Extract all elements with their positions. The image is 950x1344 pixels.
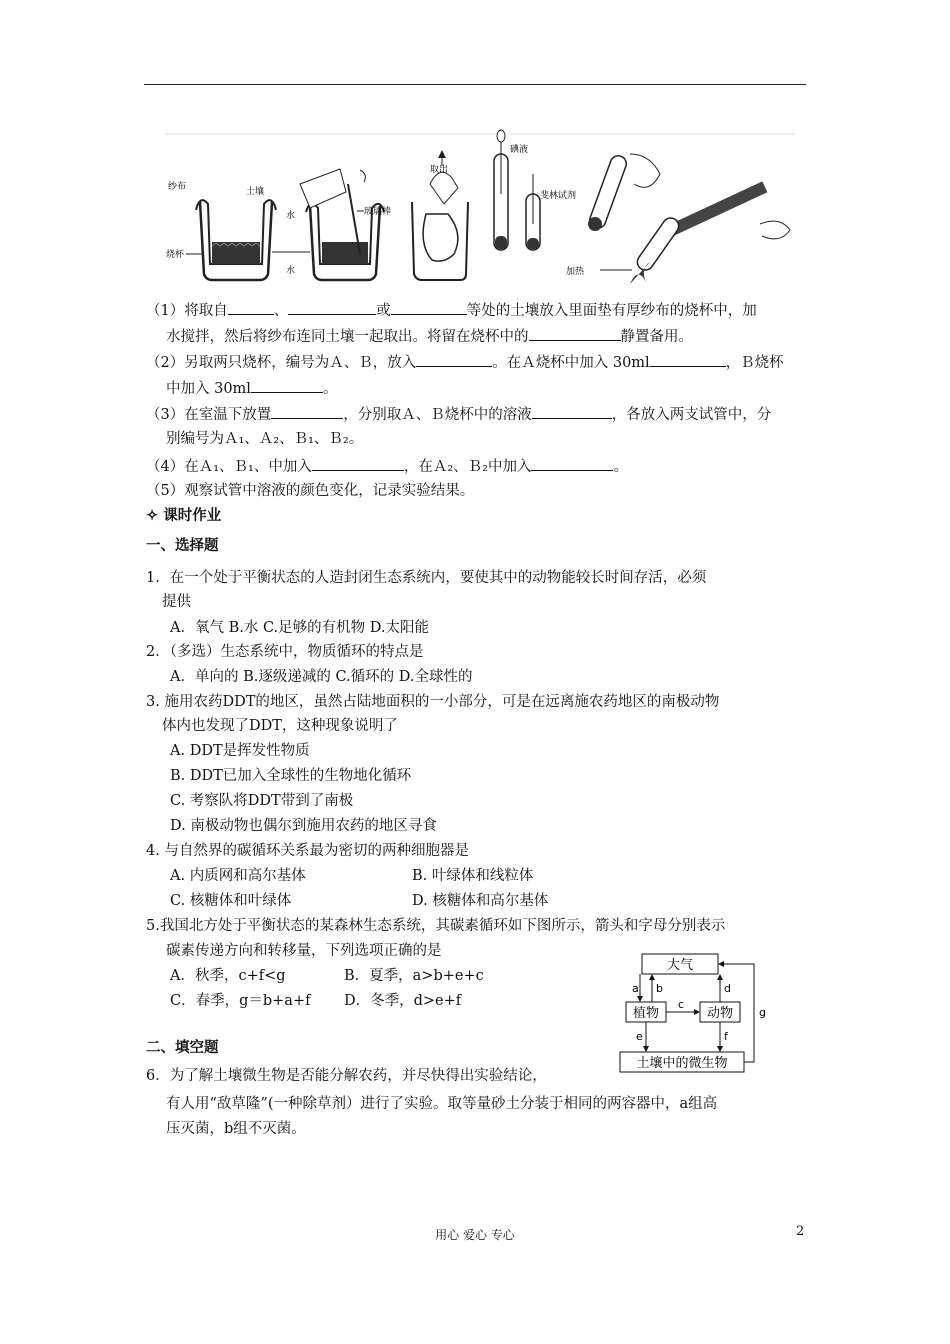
q3-stem-2: 体内也发现了DDT，这种现象说明了 [162,718,398,734]
step-2-line-1: （2）另取两只烧杯，编号为Ａ、Ｂ，放入 。在Ａ烧杯中加入 30ml ，Ｂ烧杯 [146,351,784,373]
q4-option-b: B. 叶绿体和线粒体 [412,868,534,884]
step-3-line-1: （3）在室温下放置 ，分别取Ａ、Ｂ烧杯中的溶液 ，各放入两支试管中，分 [146,403,771,425]
soil-label: 土壤 [246,187,265,197]
iodine-label: 碘液 [510,145,529,155]
label-d: d [724,982,731,995]
q2-options: A．单向的 B.逐级递减的 C.循环的 D.全球性的 [170,669,473,685]
page-number: 2 [796,1224,805,1239]
q4-option-d: D. 核糖体和高尔基体 [412,893,549,909]
label-c: c [678,998,685,1011]
heat-label: 加热 [566,267,585,277]
q2-stem: 2．（多选）生态系统中，物质循环的特点是 [146,644,424,660]
blank-7 [251,377,323,393]
water-bottom-label: 水 [286,266,296,276]
q3-option-d: D. 南极动物也偶尔到施用农药的地区寻食 [170,818,437,834]
q1-stem-2: 提供 [162,594,191,610]
label-e: e [636,1030,643,1043]
fehling-label: 斐林试剂 [540,191,577,201]
q5-stem-2: 碳素传递方向和转移量，下列选项正确的是 [166,943,442,959]
step-4-line: （4）在Ａ₁、Ｂ₁、中加入 ，在Ａ₂、Ｂ₂中加入 。 [146,455,628,477]
blank-5 [416,351,492,367]
plant-label: 植物 [632,1006,660,1021]
q6-line-2: 有人用“敌草隆”(一种除草剂）进行了实验。取等量砂土分装于相同的两容器中，a组高 [166,1096,718,1112]
blank-2 [288,299,376,315]
blank-4 [529,325,621,341]
experiment-figure [160,114,800,290]
beaker-label: 烧杯 [166,250,185,260]
step-2-line-2: 中加入 30ml 。 [166,377,337,399]
blank-11 [531,455,613,471]
section-fill-title: 二、填空题 [146,1039,219,1056]
section-choice-title: 一、选择题 [146,537,219,554]
step-1-line-1: （1）将取自 、 或 等处的土壤放入里面垫有厚纱布的烧杯中，加 [146,299,757,321]
q4-stem: 4. 与自然界的碳循环关系最为密切的两种细胞器是 [146,843,469,859]
blank-6 [650,351,726,367]
label-a: a [632,982,639,995]
q3-stem-1: 3. 施用农药DDT的地区，虽然占陆地面积的一小部分，可是在远离施农药地区的南极动物 [146,694,720,710]
blank-1 [228,299,274,315]
water-top-label: 水 [286,211,296,221]
label-g: g [759,1006,766,1019]
q5-option-a: A．秋季，c+f<g [170,968,286,984]
step-1-line-2: 水搅拌，然后将纱布连同土壤一起取出。将留在烧杯中的 静置备用。 [166,325,693,347]
q5-option-c: C．春季，g＝b+a+f [170,993,311,1009]
step-3-line-2: 别编号为Ａ₁、Ａ₂、Ｂ₁、Ｂ₂。 [166,431,364,447]
q3-option-c: C. 考察队将DDT带到了南极 [170,793,354,809]
page-footer: 用心 爱心 专心 [435,1228,515,1242]
q4-option-c: C. 核糖体和叶绿体 [170,893,292,909]
q3-option-a: A. DDT是挥发性物质 [170,743,310,759]
q6-line-3: 压灭菌，b组不灭菌。 [166,1121,306,1137]
header-rule [144,84,806,85]
homework-title: ✧ 课时作业 [146,507,222,524]
blank-8 [271,403,343,419]
blank-3 [391,299,467,315]
q5-option-b: B．夏季，a>b+e+c [344,968,484,984]
q1-options: A．氧气 B.水 C.足够的有机物 D.太阳能 [170,620,429,636]
q1-stem-1: 1．在一个处于平衡状态的人造封闭生态系统内，要使其中的动物能较长时间存活，必须 [146,570,707,586]
blank-9 [532,403,612,419]
air-label: 大气 [666,958,694,973]
q4-option-a: A. 内质网和高尔基体 [170,868,306,884]
label-f: f [724,1030,728,1043]
step-5-line: （5）观察试管中溶液的颜色变化，记录实验结果。 [146,483,475,499]
q5-stem-1: 5.我国北方处于平衡状态的某森林生态系统，其碳素循环如下图所示，箭头和字母分别表示 [146,918,726,934]
animal-label: 动物 [706,1006,734,1021]
q6-line-1: 6．为了解土壤微生物是否能分解农药，并尽快得出实验结论， [146,1068,547,1084]
gauze-label: 纱布 [168,182,187,192]
q3-option-b: B. DDT已加入全球性的生物地化循环 [170,768,412,784]
label-b: b [656,982,663,995]
q5-option-d: D．冬季，d>e+f [344,993,462,1009]
blank-10 [312,455,404,471]
take-out-label: 取出 [430,165,449,175]
carbon-cycle-diagram [616,950,776,1080]
soil-microbe-label: 土壤中的微生物 [636,1056,728,1071]
glass-rod-label: 玻璃棒 [364,207,392,217]
